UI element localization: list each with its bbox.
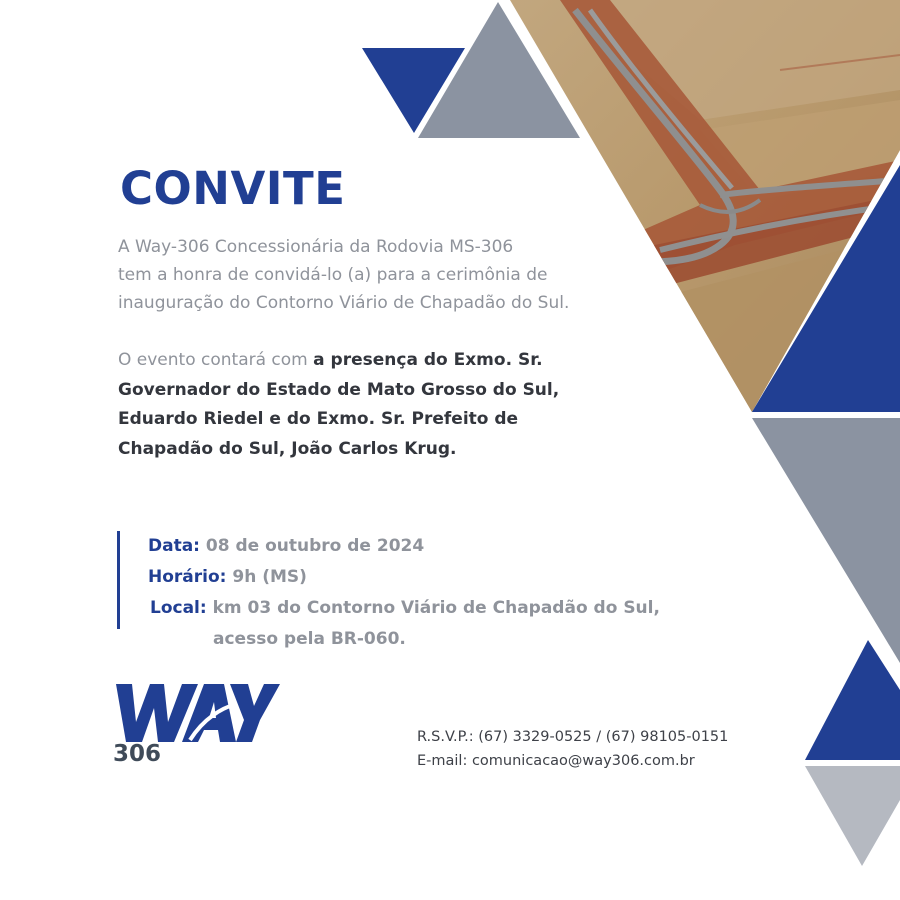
event-details bbox=[148, 531, 660, 655]
blue-triangle-bottom bbox=[805, 640, 900, 760]
contact-info bbox=[417, 725, 728, 773]
time-value: 9h (MS) bbox=[232, 567, 307, 587]
time-row bbox=[148, 562, 660, 593]
logo-number: 306 bbox=[113, 741, 162, 767]
way-logo bbox=[112, 682, 282, 746]
place-row-continued: acesso pela BR-060. bbox=[213, 629, 406, 649]
intro-line: inauguração do Contorno Viário de Chapadão do Sul. bbox=[118, 293, 570, 313]
details-accent-bar bbox=[117, 531, 120, 629]
date-label: Data: bbox=[148, 536, 200, 556]
place-label: Local: bbox=[150, 598, 207, 618]
place-row bbox=[148, 593, 660, 624]
gray-triangle-right bbox=[752, 418, 900, 663]
presence-line bbox=[118, 435, 678, 465]
date-value: 08 de outubro de 2024 bbox=[205, 536, 425, 556]
presence-line bbox=[118, 405, 678, 435]
presence-line bbox=[118, 376, 678, 406]
presence-highlight: Eduardo Riedel e do Exmo. Sr. Prefeito de bbox=[118, 409, 519, 429]
presence-line bbox=[118, 346, 678, 376]
intro-paragraph bbox=[118, 233, 638, 317]
page-title: CONVITE bbox=[120, 162, 346, 215]
intro-line: A Way-306 Concessionária da Rodovia MS-306 bbox=[118, 237, 514, 257]
time-label: Horário: bbox=[148, 567, 227, 587]
presence-paragraph bbox=[118, 346, 678, 464]
email-line: E-mail: comunicacao@way306.com.br bbox=[417, 753, 695, 769]
presence-lead-text: O evento contará com bbox=[118, 350, 314, 370]
rsvp-line: R.S.V.P.: (67) 3329-0525 / (67) 98105-0151 bbox=[417, 729, 729, 745]
date-row bbox=[148, 531, 660, 562]
presence-highlight: Chapadão do Sul, João Carlos Krug. bbox=[118, 438, 457, 459]
presence-highlight: a presença do Exmo. Sr. bbox=[313, 350, 543, 370]
gray-triangle-bottom bbox=[805, 766, 900, 866]
intro-line: tem a honra de convidá-lo (a) para a cerimônia de bbox=[118, 265, 548, 285]
presence-highlight: Governador do Estado de Mato Grosso do Sul, bbox=[118, 379, 560, 400]
place-value: km 03 do Contorno Viário de Chapadão do Sul, bbox=[212, 598, 660, 618]
